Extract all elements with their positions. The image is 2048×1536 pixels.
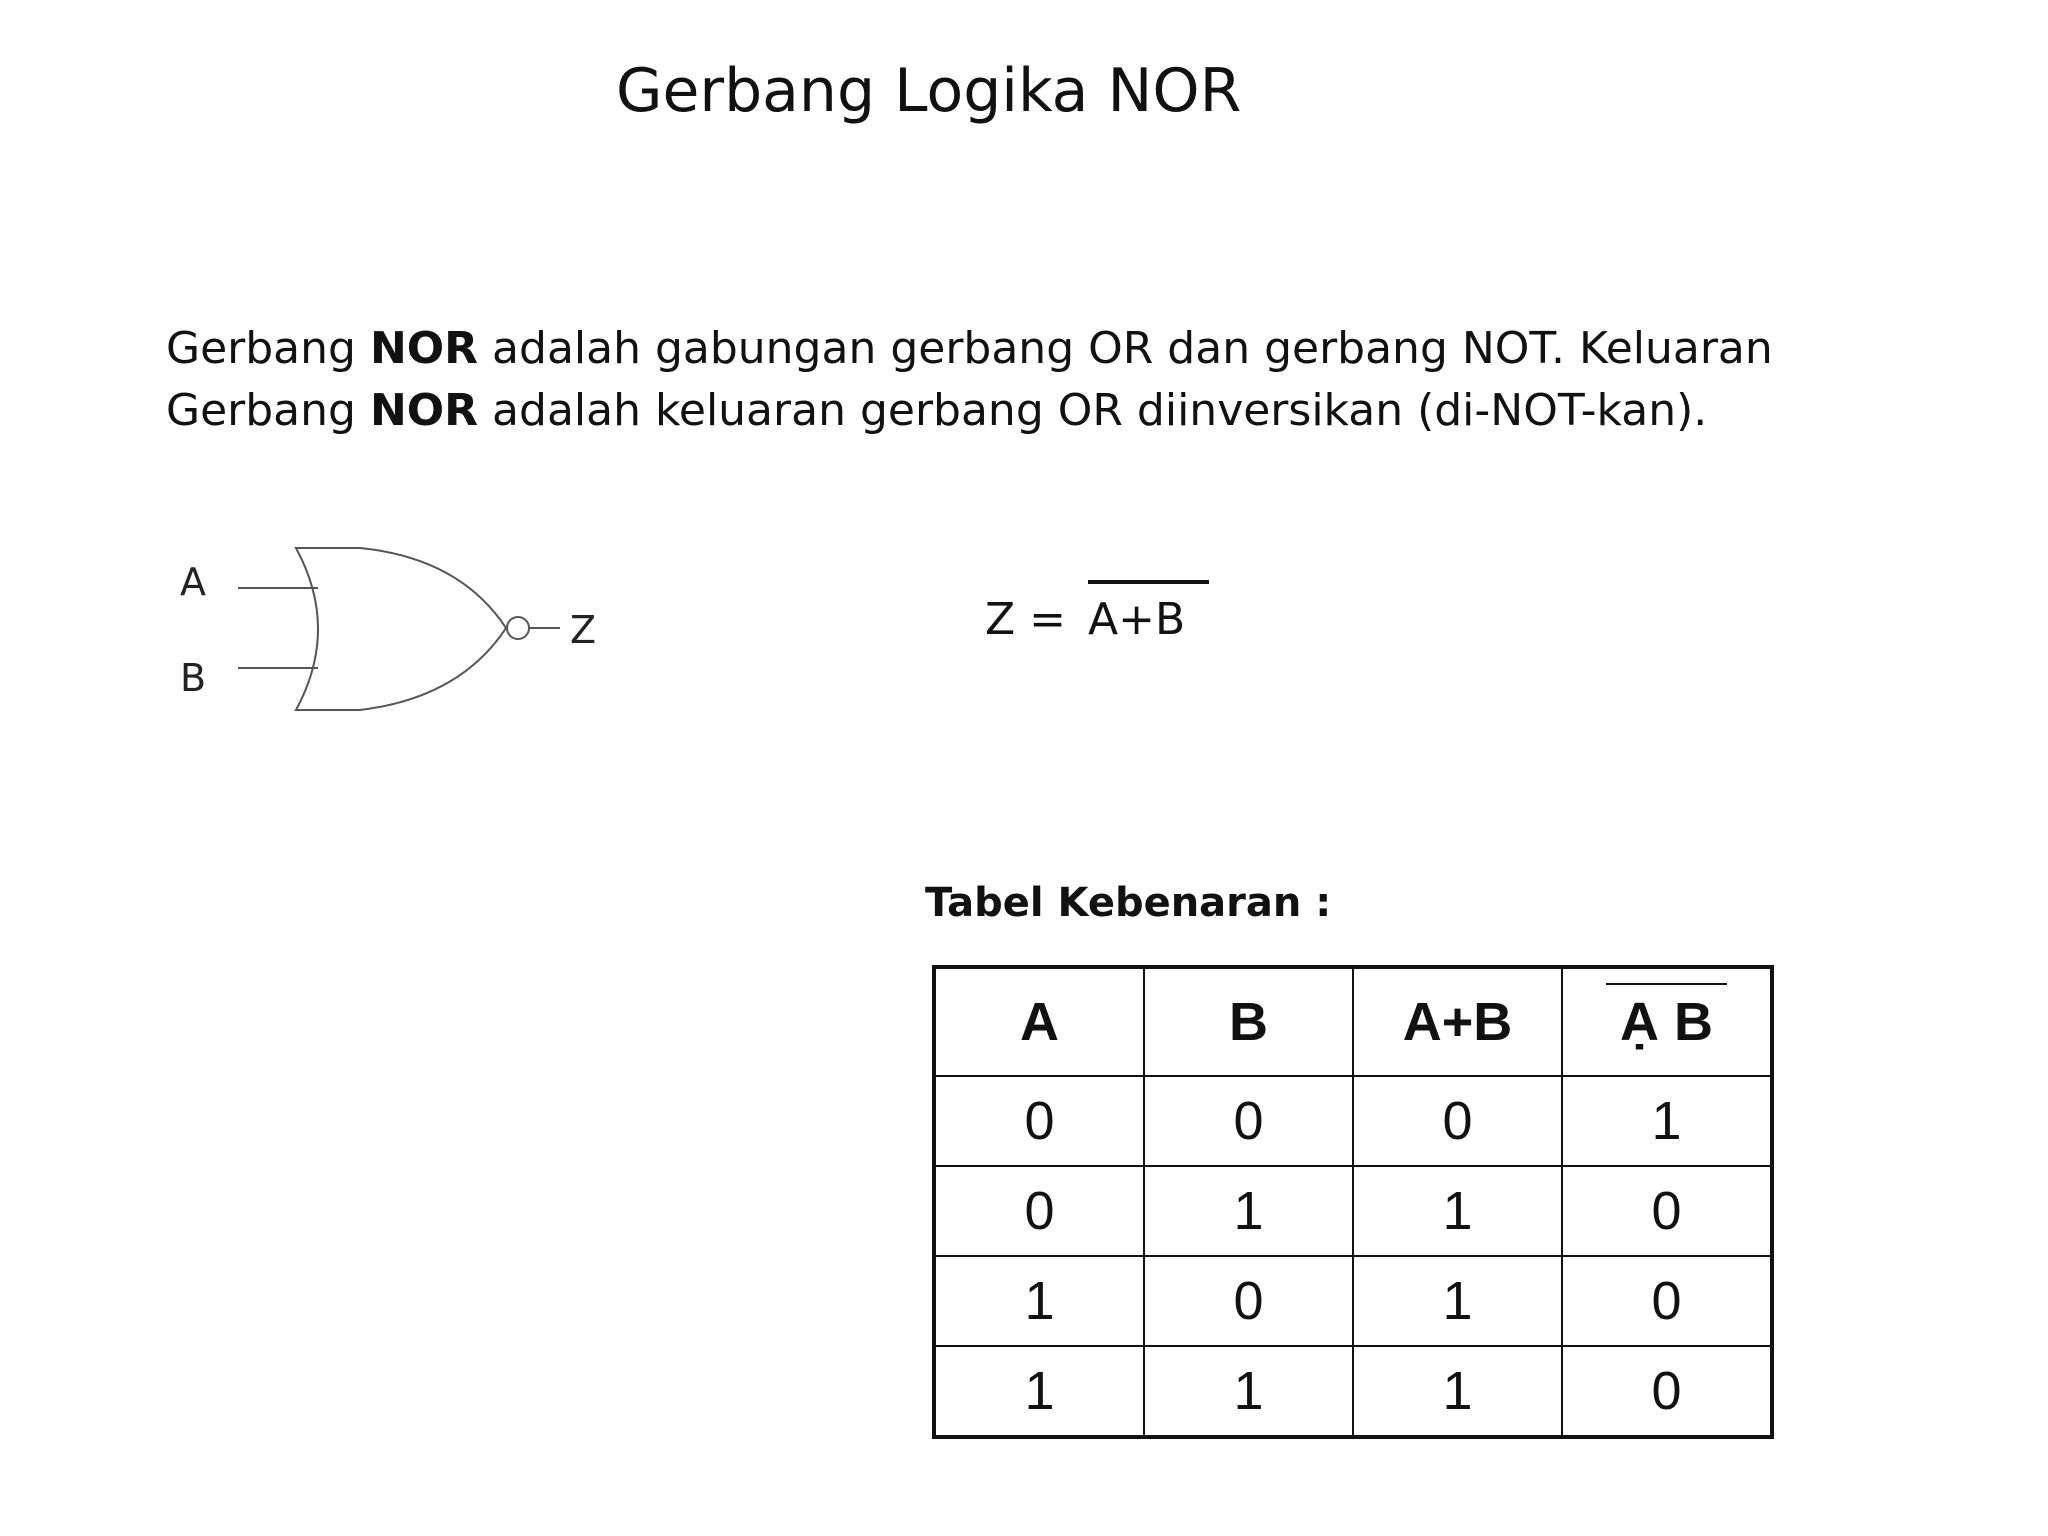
table-cell: 1 [1144,1346,1353,1437]
desc-bold-1: NOR [369,323,479,374]
inverter-bubble [507,617,529,639]
page-title: Gerbang Logika NOR [616,56,1242,126]
table-cell: 0 [1562,1256,1772,1346]
truth-table [932,965,1774,1439]
nor-gate-diagram [160,530,640,730]
header-nor [1562,967,1772,1076]
table-cell: 1 [1562,1076,1772,1166]
truth-table-header-row [934,967,1772,1076]
table-row [934,1076,1772,1166]
formula-lhs: Z = [985,594,1080,645]
table-cell: 1 [1144,1166,1353,1256]
table-row [934,1346,1772,1437]
gate-output-label: Z [570,608,597,652]
table-cell: 0 [1562,1166,1772,1256]
header-nor-text: Ạ B [1620,992,1713,1052]
table-row [934,1256,1772,1346]
desc-text-3: adalah keluaran gerbang OR diinversikan (di-NOT-kan). [478,385,1708,436]
boolean-expression [985,594,1185,645]
table-cell: 1 [1353,1256,1562,1346]
truth-table-title: Tabel Kebenaran : [925,880,1332,926]
table-cell: 0 [1562,1346,1772,1437]
desc-text-2: adalah gabungan gerbang OR dan gerbang NOT. Keluaran Gerbang [166,323,1773,436]
table-cell: 0 [1353,1076,1562,1166]
desc-text-1: Gerbang [166,323,370,374]
table-cell: 0 [934,1166,1144,1256]
header-a-or-b: A+B [1353,967,1562,1076]
desc-bold-2: NOR [369,385,479,436]
table-row [934,1166,1772,1256]
table-cell: 1 [934,1346,1144,1437]
table-cell: 0 [934,1076,1144,1166]
header-a: A [934,967,1144,1076]
table-cell: 0 [1144,1256,1353,1346]
or-gate-body [296,548,506,710]
table-cell: 1 [934,1256,1144,1346]
table-cell: 0 [1144,1076,1353,1166]
description-paragraph [166,318,1866,442]
gate-input-a-label: A [180,560,206,604]
gate-input-b-label: B [180,656,207,700]
formula-overlined-expr: A+B [1080,594,1185,645]
table-cell: 1 [1353,1166,1562,1256]
header-b: B [1144,967,1353,1076]
table-cell: 1 [1353,1346,1562,1437]
nor-gate-symbol [160,530,640,730]
